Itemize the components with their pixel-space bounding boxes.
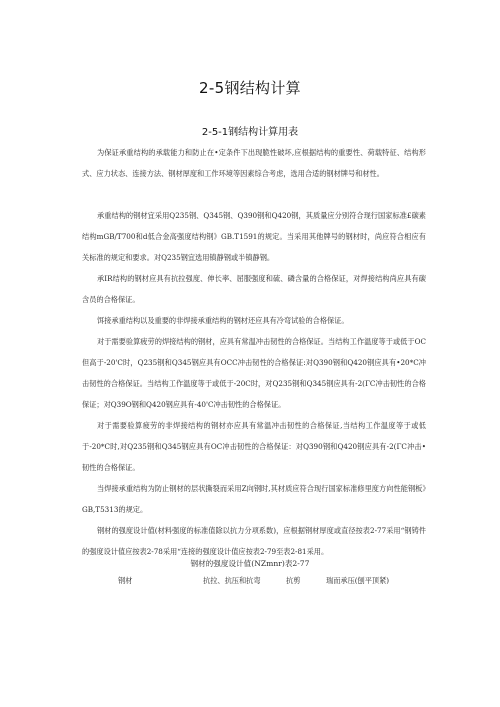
paragraph-4: 饵接承重结构以及重要的非焊接承重结构的钢材还应具有冷弯试验的合格保证。	[97, 316, 349, 325]
paragraph-3: 承IR结构的钢材应具有抗拉强度、伸长率、屈服强度和硫、磷含量的合格保证，对焊接结构尚应具有碳含员的合格保证。	[82, 274, 426, 304]
section-heading: 2-5钢结构计算	[199, 79, 301, 97]
paragraph-5: 对于需要验算疲劳的焊接结构的钢材，应具有常温冲击韧性的合格保证。当结构工作温度等于或低于OC但高于-20'C时，Q235钢和Q345钢应具有OCC冲击韧性的合格保证:对Q390钢和Q420钢应具有•20*C冲击韧性的合格保证。当结构工作温度等于或低于-20C时，对Q235钢和Q345钢应具有-2(ΓC冲击韧性的合格保证；对Q39O钢和Q420钢应具有-40'C冲击韧性的合格保证。	[82, 337, 426, 409]
table-header-row	[0, 576, 500, 590]
paragraph-8: 钢材的强度设计值(材料强度的标准值除以抗力分项系数)，应根据钢材厚度或直径按表2-77采用“钢铸件的强度设计值应按表2-78采用“连接的强度设计值应按表2-79至表2-81采用。	[82, 526, 426, 556]
table-header-tension: 抗拉、抗压和抗弯	[203, 576, 261, 585]
table-header-steel: 钢材	[118, 576, 133, 585]
paragraph-6: 对于需要验算疲劳的非焊接结构的钢材亦应具有常温冲击韧性的合格保证,当结构工作温度等于或低于-20*C时,对Q235钢和Q345钢应具有OC冲击韧性的合格保证：对Q390钢和Q420钢应具有-2(ΓC冲击•韧性的合格保证。	[82, 421, 426, 472]
paragraph-1: 为保证承重结构的承载能力和防止在•定条件下出现脆性破坏,应根据结构的重要性、荷载特征、结构形式、应力状态、连接方法、钢材厚度和工作环境等因素综合考虑，选用合适的钢材牌号和材性。	[82, 148, 426, 178]
subsection-heading: 2-5-1钢结构计算用表	[201, 127, 299, 138]
paragraph-7: 当焊接承重结构为防止钢材的层状撕裂而采用Z向钢时,其材质应符合现行国家标准修里度方向性能钢板》GB,T5313的规定。	[82, 484, 426, 514]
table-caption: 钢材的强度设计值(NZmnr)表2-77	[190, 559, 310, 568]
paragraph-2: 承重结构的钢材宜采用Q235钢、Q345钢、Q390钢和Q420钢，其质量应分别符合现行国家标准£碳素结构mGB/T700和d低合金高强度结构钢》GB.T1591的规定。当采用其他牌号的钢材时，尚应符合相应有关标准的规定和要求。对Q235钢宜选用镇静钢或半镇静钢。	[82, 211, 426, 262]
table-header-bearing: 瑞而承压(刨平顶紧)	[326, 576, 390, 585]
table-header-shear: 抗剪	[286, 576, 301, 585]
